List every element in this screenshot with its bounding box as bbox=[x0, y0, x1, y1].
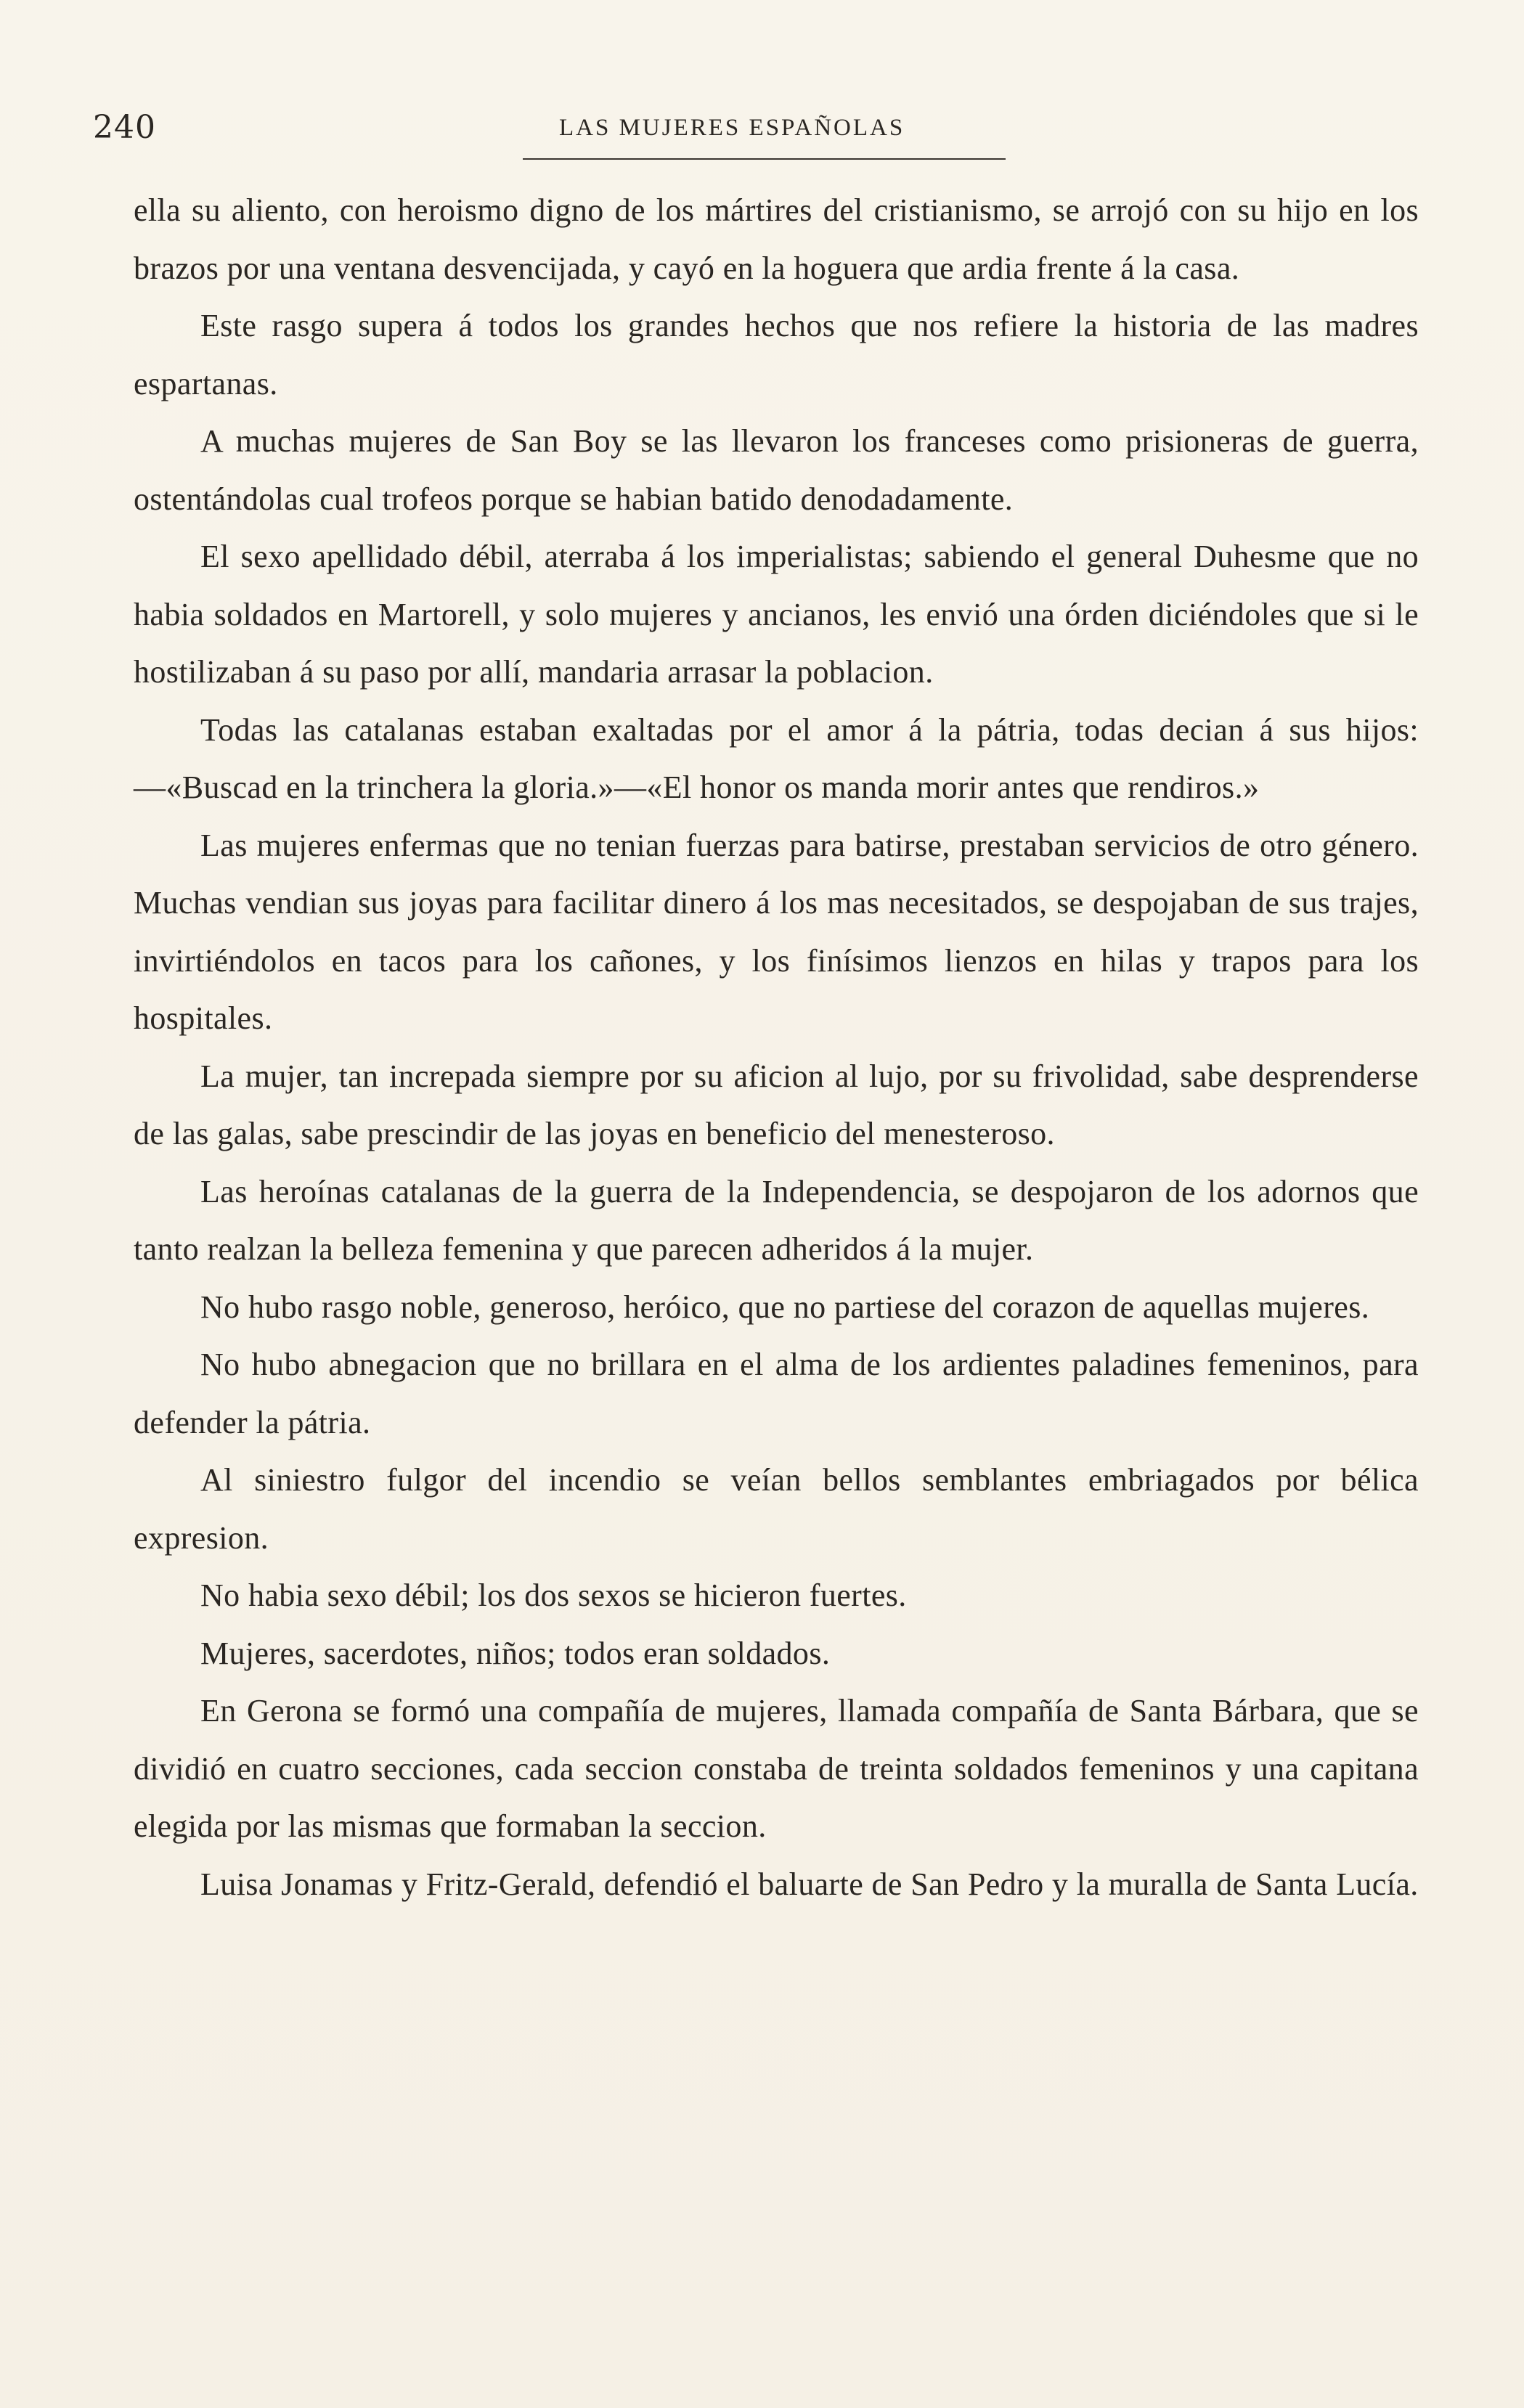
paragraph: No habia sexo débil; los dos sexos se hicieron fuertes. bbox=[200, 1578, 907, 1613]
paragraph: Luisa Jonamas y Fritz-Gerald, defendió el baluarte de San Pedro y la muralla de Santa Lucía. bbox=[200, 1866, 1419, 1902]
running-title: LAS MUJERES ESPAÑOLAS bbox=[559, 115, 905, 141]
page-number: 240 bbox=[93, 109, 156, 146]
paragraph: La mujer, tan increpada siempre por su aficion al lujo, por su frivolidad, sabe desprenderse de las galas, sabe prescindir de las joyas en beneficio del menesteroso. bbox=[134, 1058, 1419, 1151]
paragraph: Al siniestro fulgor del incendio se veían bellos semblantes embriagados por bélica expresion. bbox=[134, 1462, 1419, 1556]
paragraph: Las mujeres enfermas que no tenian fuerzas para batirse, prestaban servicios de otro género. Muchas vendian sus joyas para facilitar dinero á los mas necesitados, se despojaban de sus trajes, invirtiéndolos en tacos para los cañones, y los finísimos lienzos en hilas y trapos para los hospitales. bbox=[134, 827, 1419, 1036]
paragraph: ella su aliento, con heroismo digno de los mártires del cristianismo, se arrojó con su hijo en los brazos por una ventana desvencijada, y cayó en la hoguera que ardia frente á la casa. bbox=[134, 192, 1419, 286]
paragraph: Las heroínas catalanas de la guerra de la Independencia, se despojaron de los adornos que tanto realzan la belleza femenina y que parecen adheridos á la mujer. bbox=[134, 1173, 1419, 1267]
paragraph: No hubo abnegacion que no brillara en el alma de los ardientes paladines femeninos, para defender la pátria. bbox=[134, 1347, 1419, 1440]
body-text bbox=[134, 181, 1419, 1913]
paragraph: A muchas mujeres de San Boy se las llevaron los franceses como prisioneras de guerra, ostentándolas cual trofeos porque se habian batido denodadamente. bbox=[134, 423, 1419, 517]
paragraph: En Gerona se formó una compañía de mujeres, llamada compañía de Santa Bárbara, que se dividió en cuatro secciones, cada seccion constaba de treinta soldados femeninos y una capitana elegida por las mismas que formaban la seccion. bbox=[134, 1693, 1419, 1844]
header-rule bbox=[523, 158, 1006, 160]
paragraph: Mujeres, sacerdotes, niños; todos eran soldados. bbox=[200, 1635, 831, 1671]
paragraph: Todas las catalanas estaban exaltadas por el amor á la pátria, todas decian á sus hijos:—«Buscad en la trinchera la gloria.»—«El honor os manda morir antes que rendiros.» bbox=[134, 711, 1419, 805]
paragraph: El sexo apellidado débil, aterraba á los imperialistas; sabiendo el general Duhesme que no habia soldados en Martorell, y solo mujeres y ancianos, les envió una órden diciéndoles que si le hostilizaban á su paso por allí, mandaria arrasar la poblacion. bbox=[134, 539, 1419, 690]
paragraph: No hubo rasgo noble, generoso, heróico, que no partiese del corazon de aquellas mujeres. bbox=[200, 1289, 1370, 1325]
paragraph: Este rasgo supera á todos los grandes hechos que nos refiere la historia de las madres espartanas. bbox=[134, 308, 1419, 401]
